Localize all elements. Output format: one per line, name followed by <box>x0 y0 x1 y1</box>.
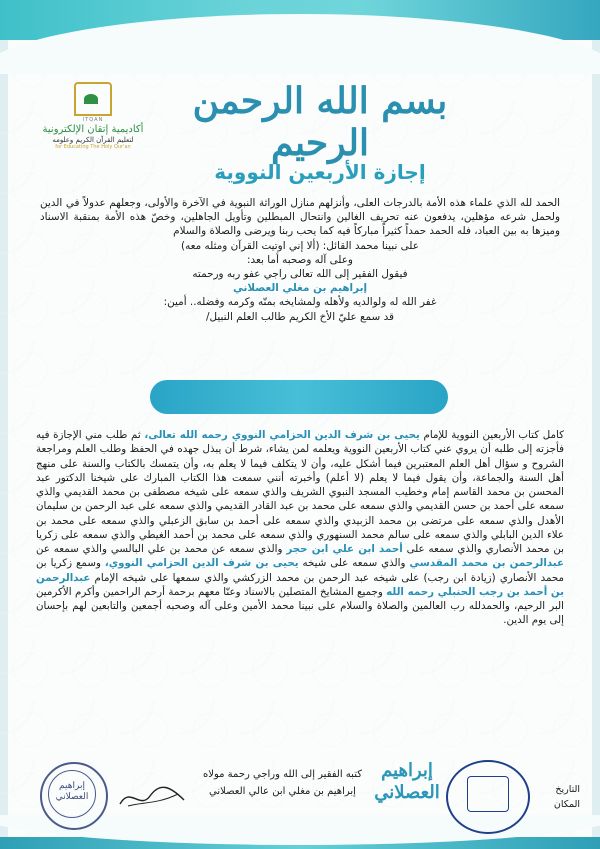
page-title: إجازة الأربعين النووية <box>214 160 426 184</box>
narrator-name-5: عبدالرحمن بن أحمد بن رجب الحنبلي رحمه الله <box>36 571 564 598</box>
body-text-3: والذي سمعه عن محمد بن علي البالسي والذي سمعه عن <box>36 543 283 555</box>
narrator-name-4: يحيى بن شرف الدين الحزامي النووي، <box>104 557 299 570</box>
grantor-name: إبراهيم بن مغلي العصلاني <box>232 282 368 295</box>
calligraphy-seal-left <box>40 762 108 830</box>
body-text-1: كامل كتاب الأربعين النووية للإمام <box>423 429 564 441</box>
signer-block <box>190 766 375 800</box>
body-text-5: وسمع زكريا بن محمد الأنصاري (زيادة ابن رجب) على شيخه عبد الرحمن بن محمد الزركشي والذي سمعها على شيخه الإمام <box>36 557 564 584</box>
place-label: المكان <box>553 799 580 810</box>
intro-text-4: فيقول الفقير إلى الله تعالى راجي عفو ربه ورحمته <box>192 268 408 281</box>
signer-line-2: إبراهيم بن مغلي ابن عالي العصلاني <box>209 786 356 797</box>
intro-text-3: وعلى آله وصحبه أما بعد: <box>247 253 353 266</box>
logo-arabic-name: أكاديمية إتقان الإلكترونية <box>42 124 144 135</box>
date-place-block <box>520 782 580 812</box>
official-stamp <box>446 760 530 834</box>
handwritten-signature <box>118 782 188 812</box>
body-text-4: والذي سمعه على شيخه <box>302 557 406 570</box>
seal-left-text: إبراهيم العصلاني <box>48 770 96 818</box>
intro-paragraph <box>40 196 560 324</box>
narrator-name-1: يحيى بن شرف الدين الحزامي النووي رحمه الله تعالى، <box>144 429 420 441</box>
basmala: بسم الله الرحمن الرحيم <box>192 80 448 164</box>
body-text-6: وجميع المشايخ المتصلين بالاسناد وعنّا معهم برحمة أرحم الراحمين وأكرم الأكرمين البر الرحيم، والحمدلله رب العالمين والصلاة والسلام على نبينا محمد الأمين وعلى آله وصحبه أجمعين والتابعين لهم بإحسان إلى يوم الدين. <box>36 585 564 627</box>
date-label: التاريخ <box>555 784 580 795</box>
intro-text-5: غفر الله له ولوالديه ولأهله ولمشايخه بمنّه وكرمه وفضله.. أمين: <box>163 296 437 309</box>
signature-area <box>0 752 600 847</box>
student-name-field <box>150 380 448 414</box>
book-icon <box>74 82 112 116</box>
academy-logo <box>38 82 148 172</box>
narrator-name-3: عبدالرحمن بن محمد المقدسي <box>409 557 564 570</box>
body-text-2: ثم طلب مني الإجازة فيه فأجزته إلى طلبه أن يروي عني كتاب الأربعين النووية ويعلمه لمن يشاء، شرط أن يبذل جهده في الحفظ وطلب العلم ومراجعة الشروح و سؤال أهل العلم المعتبرين فيما أشكل عليه، وأن لا يتكلف فيما لا يعلم به، وأن يتمسك بالكتاب والسنة على منهج أهل السنة والجماعة، وأن يقول فيما لا يعلم (لا أعلم) وأخبرته أنني سمعت هذا الكتاب المبارك على شيخنا الدكتور عبد المحسن بن محمد القاسم إمام وخطيب المسجد النبوي الشريف والذي سمعه على شيخه مصطفى بن محمد القديمي والذي سمعه على أحمد بن حسن القديمي والذي سمعه على محمد بن عبد القادر القديمي والذي سمعه على عبد الرحمن بن سليمان الأهدل والذي سمعه على مرتضى بن محمد الزبيدي والذي سمعه على أحمد بن سابق الزعبلي والذي سمعه على محمد بن علاء الدين البابلي والذي سمعه على سالم محمد السنهوري والذي سمعه على محمد بن أحمد الغيطي والذي سمعه على زكريا بن محمد الأنصاري والذي سمعه على <box>36 429 564 555</box>
logo-latin-text: ITQAN <box>82 117 104 123</box>
signer-line-1: كتبه الفقير إلى الله وراجي رحمة مولاه <box>203 769 362 780</box>
intro-text-2: على نبينا محمد القائل: (ألا إني اوتيت القرآن ومثله معه) <box>181 239 419 252</box>
narrator-name-2: أحمد ابن علي ابن حجر <box>286 543 403 555</box>
stamp-emblem-icon <box>467 776 509 812</box>
logo-subtitle: لتعليم القرآن الكريم وعلومه <box>52 136 134 144</box>
logo-english: for Educating The Holy Qur'an <box>55 144 131 150</box>
intro-text-1: الحمد لله الذي علماء هذه الأمة بالدرجات العلى، وأنزلهم منازل الوراثة النبوية في الآخرة والأولى، وجعلهم عدولاً في الدين ولحمل شرعه مؤهلين، يدفعون عنه تحريف الغالين وانتحال المبطلين وتأويل الجاهلين، وخصّ هذه الأمة بمنقبة الاسناد وميزها به بين العباد، فله الحمد حمداً كثيراً مباركاً فيه كما يحب ربنا ويرضى والصلاة والسلام <box>40 197 560 238</box>
calligraphy-name: إبراهيم العصلاني <box>374 760 440 803</box>
chain-paragraph <box>36 428 564 628</box>
intro-text-6: قد سمع عليّ الأخ الكريم طالب العلم النبيل/ <box>206 310 394 323</box>
